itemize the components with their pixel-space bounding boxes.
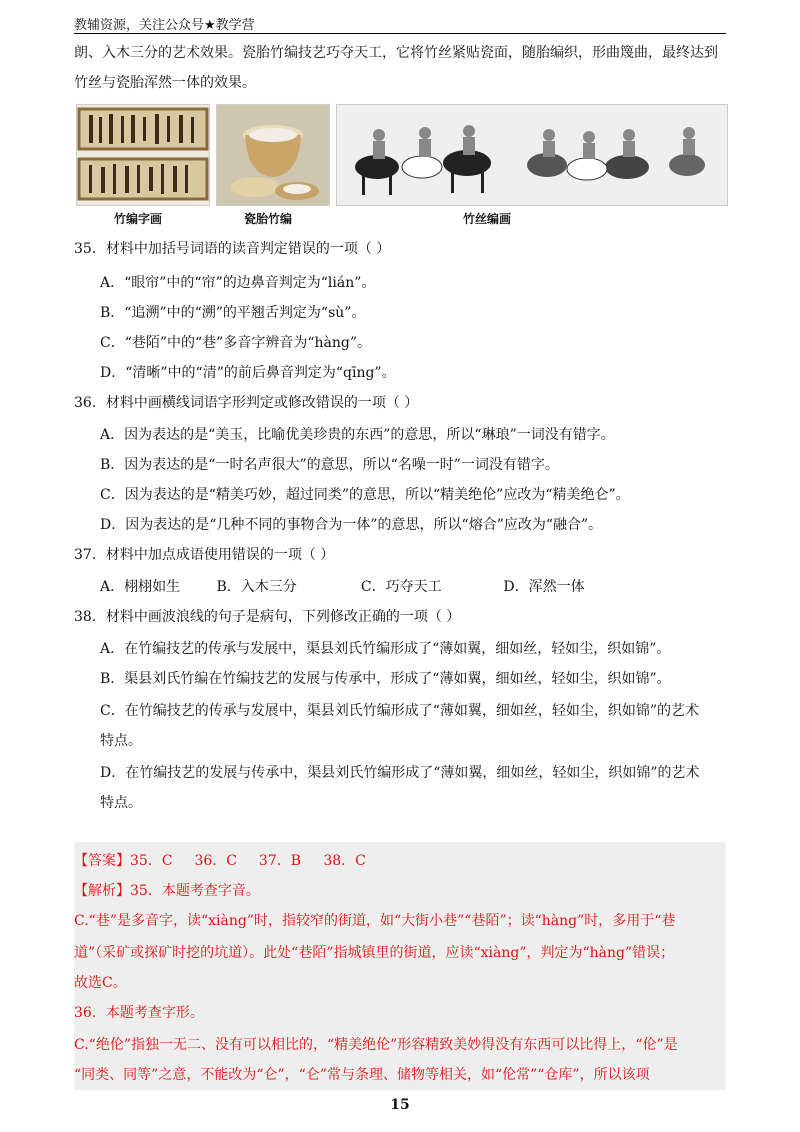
analysis-35-line1: C.“巷”是多音字，读“xiàng”时，指较窄的街道，如“大街小巷”“巷陌”；读“hàng”时，多用于“巷 xyxy=(74,913,676,929)
q37-option-b: B．入木三分 xyxy=(216,579,297,595)
q36-stem: 36．材料中画横线词语字形判定或修改错误的一项（ ） xyxy=(74,395,419,411)
q35-stem: 35．材料中加括号词语的读音判定错误的一项（ ） xyxy=(74,241,391,257)
analysis-line xyxy=(74,880,260,900)
analysis-label: 【解析】 xyxy=(74,883,130,899)
q36-option-a: A．因为表达的是“美玉，比喻优美珍贵的东西”的意思，所以“琳琅”一词没有错字。 xyxy=(100,427,615,443)
q35-option-d: D．“清晰”中的“清”的前后鼻音判定为“qīng”。 xyxy=(100,365,396,381)
figure-strip xyxy=(74,104,726,204)
analysis-35-title: 35．本题考查字音。 xyxy=(130,883,260,899)
q38-option-a: A．在竹编技艺的传承与发展中，渠县刘氏竹编形成了“薄如翼，细如丝，轻如尘，织如锦”。 xyxy=(100,641,671,657)
q38-stem: 38．材料中画波浪线的句子是病句，下列修改正确的一项（ ） xyxy=(74,609,461,625)
page-header: 教辅资源，关注公众号★教学营 xyxy=(74,18,255,33)
q35-option-c: C．“巷陌”中的“巷”多音字辨音为“hàng”。 xyxy=(100,335,371,351)
answer-35: 35．C xyxy=(130,853,173,869)
analysis-35-line2: 道”（采矿或探矿时挖的坑道）。此处“巷陌”指城镇里的街道，应读“xiàng”，判定为“hàng”错误； xyxy=(74,945,675,961)
figure-caption-1: 竹编字画 xyxy=(114,212,163,226)
analysis-36-line2: “同类、同等”之意，不能改为“仑”，“仑”常与条理、储物等相关，如“伦常”“仓库”，所以该项 xyxy=(74,1067,650,1083)
q38-option-c-line1: C．在竹编技艺的传承与发展中，渠县刘氏竹编形成了“薄如翼，细如丝，轻如尘，织如锦”的艺术 xyxy=(100,703,700,719)
q37-options xyxy=(100,576,585,596)
answer-37: 37．B xyxy=(258,853,302,869)
bamboo-calligraphy-image xyxy=(76,104,210,206)
q37-option-a: A．栩栩如生 xyxy=(100,579,181,595)
figure-caption-2: 瓷胎竹编 xyxy=(244,212,293,226)
q37-option-c: C．巧夺天工 xyxy=(360,579,442,595)
q38-option-c-line2: 特点。 xyxy=(100,733,142,749)
answer-36: 36．C xyxy=(194,853,237,869)
analysis-36-title: 36．本题考查字形。 xyxy=(74,1005,204,1021)
header-divider xyxy=(74,33,726,34)
q37-option-d: D．浑然一体 xyxy=(503,579,585,595)
q38-option-b: B．渠县刘氏竹编在竹编技艺的发展与传承中，形成了“薄如翼，细如丝，轻如尘，织如锦”。 xyxy=(100,671,671,687)
q35-option-a: A．“眼帘”中的“帘”的边鼻音判定为“lián”。 xyxy=(100,275,376,291)
bamboo-silk-painting-image xyxy=(336,104,728,206)
q36-option-b: B．因为表达的是“一时名声很大”的意思，所以“名噪一时”一词没有错字。 xyxy=(100,457,559,473)
q36-option-d: D．因为表达的是“几种不同的事物合为一体”的意思，所以“熔合”应改为“融合”。 xyxy=(100,517,603,533)
analysis-36-line1: C.“绝伦”指独一无二、没有可以相比的，“精美绝伦”形容精致美妙得没有东西可以比得上，“伦”是 xyxy=(74,1037,678,1053)
answer-line xyxy=(74,850,366,870)
q38-option-d-line2: 特点。 xyxy=(100,795,142,811)
page-number: 15 xyxy=(390,1097,410,1113)
intro-line-2: 竹丝与瓷胎浑然一体的效果。 xyxy=(74,75,256,91)
porcelain-bamboo-image xyxy=(216,104,330,206)
q37-stem: 37．材料中加点成语使用错误的一项（ ） xyxy=(74,547,335,563)
answer-label: 【答案】 xyxy=(74,853,130,869)
intro-line-1: 朗、入木三分的艺术效果。瓷胎竹编技艺巧夺天工，它将竹丝紧贴瓷面，随胎编织，形曲篾曲，最终达到 xyxy=(74,45,718,61)
analysis-35-line3: 故选C。 xyxy=(74,975,127,991)
answer-38: 38．C xyxy=(323,853,366,869)
q36-option-c: C．因为表达的是“精美巧妙，超过同类”的意思，所以“精美绝伦”应改为“精美绝仑”。 xyxy=(100,487,630,503)
q38-option-d-line1: D．在竹编技艺的发展与传承中，渠县刘氏竹编形成了“薄如翼，细如丝，轻如尘，织如锦”的艺术 xyxy=(100,765,700,781)
q35-option-b: B．“追溯”中的“溯”的平翘舌判定为“sù”。 xyxy=(100,305,366,321)
figure-caption-3: 竹丝编画 xyxy=(463,212,512,226)
